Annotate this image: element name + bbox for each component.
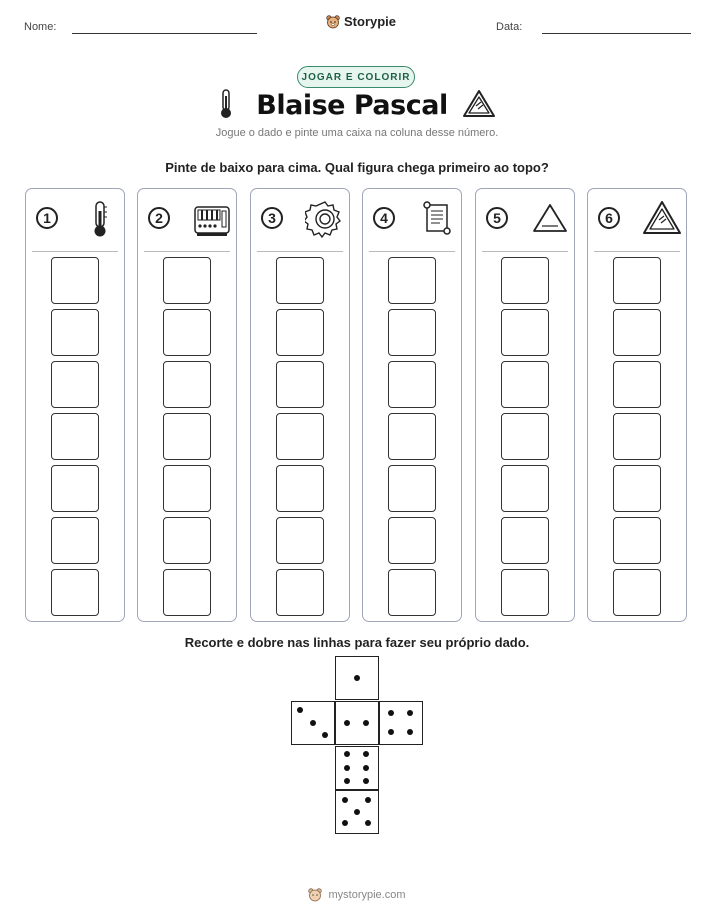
color-box[interactable] (163, 569, 211, 616)
column-number: 6 (598, 207, 620, 229)
color-box[interactable] (276, 517, 324, 564)
column-1 (25, 188, 125, 622)
column-number: 2 (148, 207, 170, 229)
color-box[interactable] (163, 361, 211, 408)
color-box[interactable] (276, 257, 324, 304)
bear-icon (308, 888, 322, 902)
color-box[interactable] (501, 517, 549, 564)
color-box[interactable] (51, 413, 99, 460)
color-box[interactable] (501, 465, 549, 512)
column-divider (32, 251, 118, 252)
triangle-sign-icon (642, 199, 682, 239)
column-6 (587, 188, 687, 622)
dice-face-1 (335, 656, 379, 700)
dice-pip (344, 778, 350, 784)
footer-url: mystorypie.com (328, 889, 406, 901)
game-instruction: Pinte de baixo para cima. Qual figura chega primeiro ao topo? (165, 160, 549, 175)
dice-pip (388, 729, 394, 735)
triangle-icon (530, 199, 570, 239)
brand-logo (326, 14, 396, 29)
color-box[interactable] (613, 569, 661, 616)
dice-pip (354, 675, 360, 681)
dice-face-4 (379, 701, 423, 745)
dice-pip (363, 778, 369, 784)
name-line (72, 33, 257, 34)
dice-pip (363, 720, 369, 726)
dice-pip (310, 720, 316, 726)
dice-pip (344, 720, 350, 726)
column-number: 5 (486, 207, 508, 229)
name-label: Nome: (24, 21, 57, 33)
color-box[interactable] (388, 517, 436, 564)
color-box[interactable] (51, 361, 99, 408)
color-box[interactable] (388, 309, 436, 356)
footer (0, 888, 714, 902)
column-divider (369, 251, 455, 252)
column-divider (144, 251, 230, 252)
dice-pip (363, 751, 369, 757)
color-box[interactable] (613, 465, 661, 512)
column-number: 1 (36, 207, 58, 229)
color-box[interactable] (276, 309, 324, 356)
column-3 (250, 188, 350, 622)
dice-pip (407, 729, 413, 735)
dice-pip (344, 751, 350, 757)
thermometer-icon (80, 199, 120, 239)
color-box[interactable] (276, 465, 324, 512)
dice-face-5 (335, 790, 379, 834)
color-box[interactable] (501, 257, 549, 304)
column-4 (362, 188, 462, 622)
dice-pip (322, 732, 328, 738)
scroll-icon (417, 199, 457, 239)
dice-pip (365, 820, 371, 826)
page-title (0, 88, 714, 121)
gear-icon (305, 199, 345, 239)
column-divider (482, 251, 568, 252)
color-box[interactable] (501, 361, 549, 408)
color-box[interactable] (388, 257, 436, 304)
thermometer-icon (218, 88, 234, 120)
color-box[interactable] (388, 569, 436, 616)
dice-face-3 (291, 701, 335, 745)
color-box[interactable] (613, 257, 661, 304)
color-box[interactable] (276, 413, 324, 460)
column-number: 4 (373, 207, 395, 229)
dice-pip (388, 710, 394, 716)
dice-pip (407, 710, 413, 716)
color-box[interactable] (388, 465, 436, 512)
color-box[interactable] (501, 569, 549, 616)
dice-pip (297, 707, 303, 713)
page-title-text: Blaise Pascal (256, 90, 448, 121)
dice-instruction: Recorte e dobre nas linhas para fazer seu próprio dado. (184, 635, 530, 650)
dice-pip (344, 765, 350, 771)
color-box[interactable] (51, 257, 99, 304)
color-box[interactable] (388, 413, 436, 460)
color-box[interactable] (501, 309, 549, 356)
column-2 (137, 188, 237, 622)
color-box[interactable] (613, 517, 661, 564)
color-box[interactable] (163, 257, 211, 304)
bear-icon (326, 15, 340, 29)
activity-badge: JOGAR E COLORIR (297, 66, 415, 88)
color-box[interactable] (163, 413, 211, 460)
triangle-sign-icon (462, 89, 496, 119)
dice-pip (363, 765, 369, 771)
calculator-machine-icon (192, 199, 232, 239)
column-divider (594, 251, 680, 252)
date-line (542, 33, 691, 34)
color-box[interactable] (613, 361, 661, 408)
color-box[interactable] (51, 517, 99, 564)
color-box[interactable] (163, 465, 211, 512)
dice-pip (365, 797, 371, 803)
color-box[interactable] (501, 413, 549, 460)
color-box[interactable] (51, 309, 99, 356)
color-box[interactable] (276, 569, 324, 616)
color-box[interactable] (163, 517, 211, 564)
column-divider (257, 251, 343, 252)
color-box[interactable] (388, 361, 436, 408)
brand-name: Storypie (344, 14, 397, 29)
dice-pip (354, 809, 360, 815)
color-box[interactable] (613, 413, 661, 460)
date-label: Data: (496, 21, 523, 33)
dice-pip (342, 797, 348, 803)
dice-face-6 (335, 746, 379, 790)
dice-pip (342, 820, 348, 826)
column-number: 3 (261, 207, 283, 229)
column-5 (475, 188, 575, 622)
color-box[interactable] (163, 309, 211, 356)
page-subtitle: Jogue o dado e pinte uma caixa na coluna desse número. (215, 127, 499, 139)
color-box[interactable] (613, 309, 661, 356)
color-box[interactable] (51, 569, 99, 616)
dice-face-2 (335, 701, 379, 745)
color-box[interactable] (51, 465, 99, 512)
color-box[interactable] (276, 361, 324, 408)
